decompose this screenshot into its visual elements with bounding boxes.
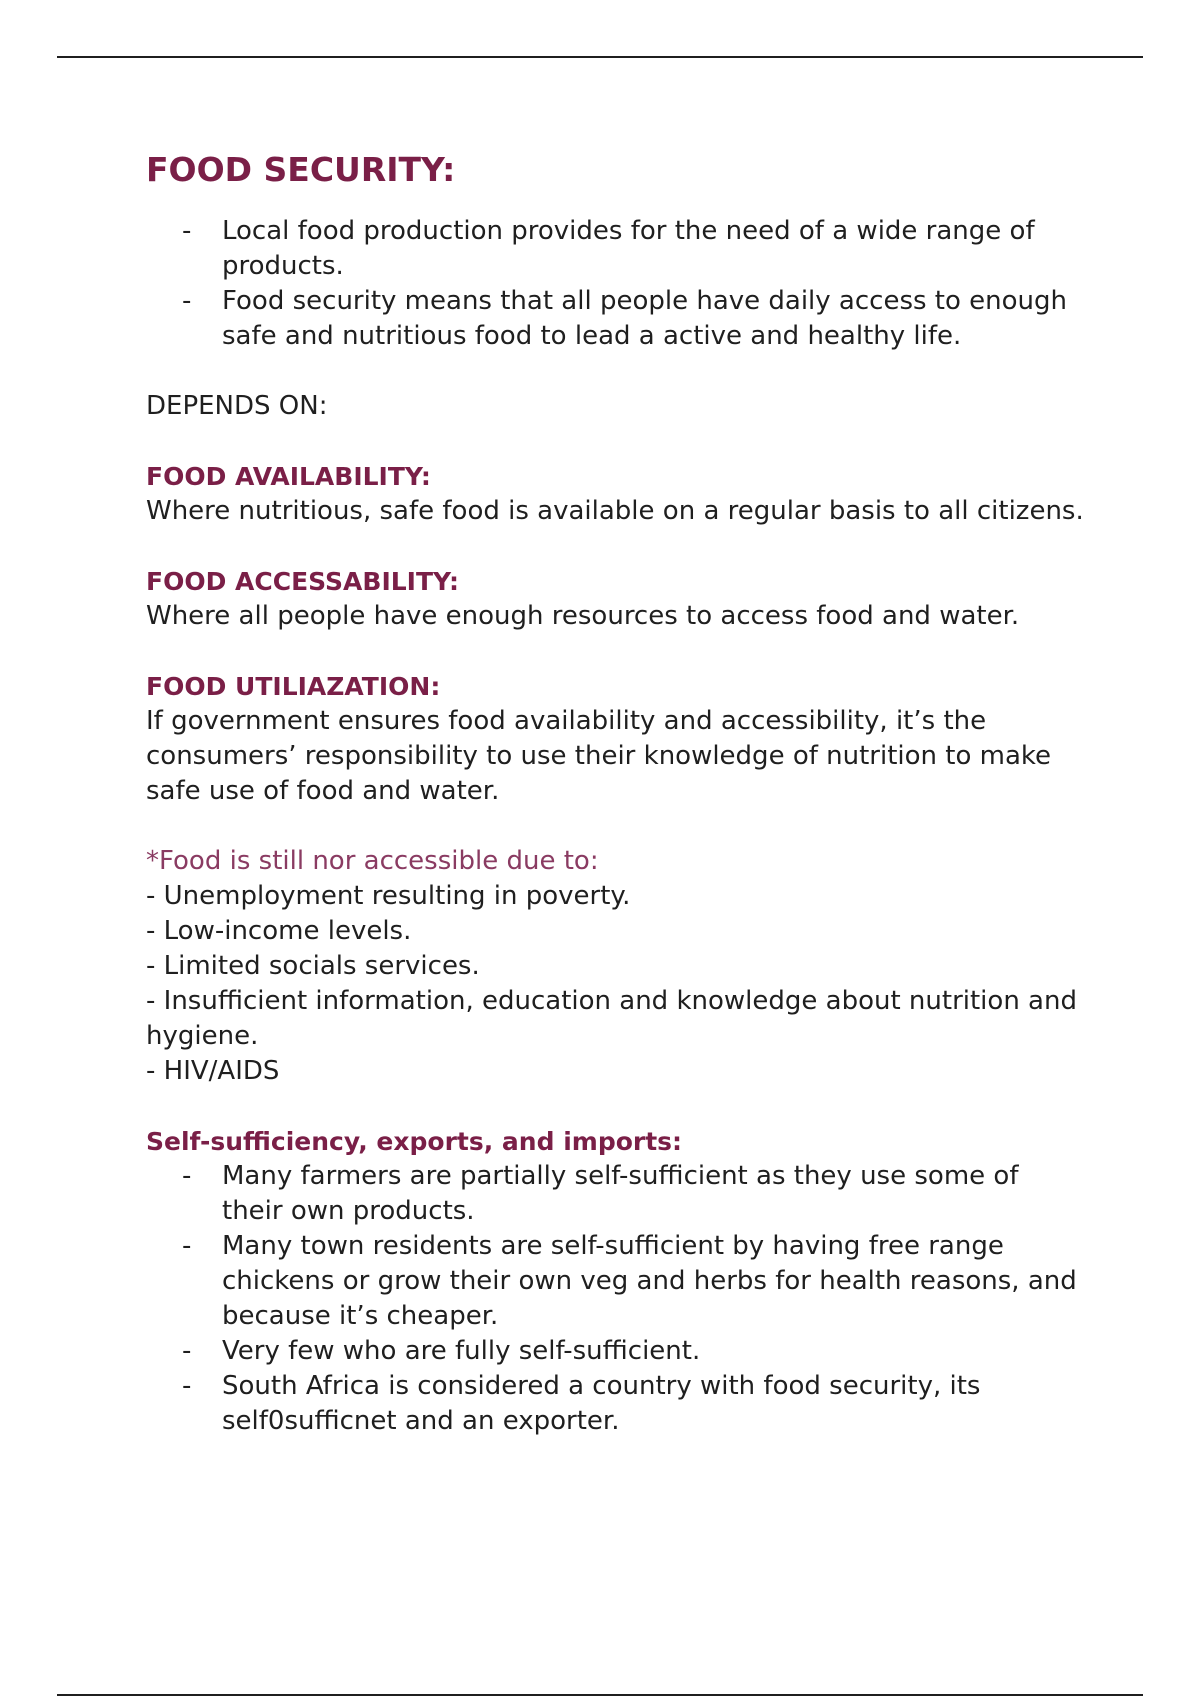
not-accessible-note: *Food is still nor accessible due to: bbox=[146, 846, 599, 876]
intro-list bbox=[146, 214, 1086, 354]
list-item: - Many farmers are partially self-sufficient as they use some of their own products. bbox=[182, 1159, 1086, 1229]
self-sufficiency-heading: Self-sufficiency, exports, and imports: bbox=[146, 1127, 683, 1156]
document-body bbox=[146, 150, 1086, 1439]
list-item: - HIV/AIDS bbox=[146, 1056, 280, 1086]
list-item: - South Africa is considered a country with food security, its self0sufficnet and an exporter. bbox=[182, 1369, 1086, 1439]
list-item: - Food security means that all people have daily access to enough safe and nutritious food to lead a active and healthy life. bbox=[182, 284, 1086, 354]
list-item: - Many town residents are self-sufficient by having free range chickens or grow their own veg and herbs for health reasons, and because it’s cheaper. bbox=[182, 1229, 1086, 1334]
bottom-rule bbox=[57, 1694, 1143, 1696]
list-item: - Limited socials services. bbox=[146, 951, 480, 981]
list-item: - Low-income levels. bbox=[146, 916, 412, 946]
depends-on-label: DEPENDS ON: bbox=[146, 391, 328, 421]
accessability-text: Where all people have enough resources to access food and water. bbox=[146, 601, 1020, 631]
availability-text: Where nutritious, safe food is available on a regular basis to all citizens. bbox=[146, 496, 1084, 526]
utilization-text: If government ensures food availability and accessibility, it’s the consumers’ responsibility to use their knowledge of nutrition to make safe use of food and water. bbox=[146, 706, 1052, 806]
availability-heading: FOOD AVAILABILITY: bbox=[146, 462, 431, 491]
list-item: - Local food production provides for the need of a wide range of products. bbox=[182, 214, 1086, 284]
top-rule bbox=[57, 56, 1143, 58]
self-sufficiency-list bbox=[146, 1159, 1086, 1439]
list-item: - Insufficient information, education and knowledge about nutrition and hygiene. bbox=[146, 986, 1077, 1051]
list-item: - Unemployment resulting in poverty. bbox=[146, 881, 631, 911]
page-title: FOOD SECURITY: bbox=[146, 150, 456, 189]
list-item: - Very few who are fully self-sufficient. bbox=[182, 1334, 1086, 1369]
accessability-heading: FOOD ACCESSABILITY: bbox=[146, 567, 459, 596]
utilization-heading: FOOD UTILIAZATION: bbox=[146, 672, 441, 701]
